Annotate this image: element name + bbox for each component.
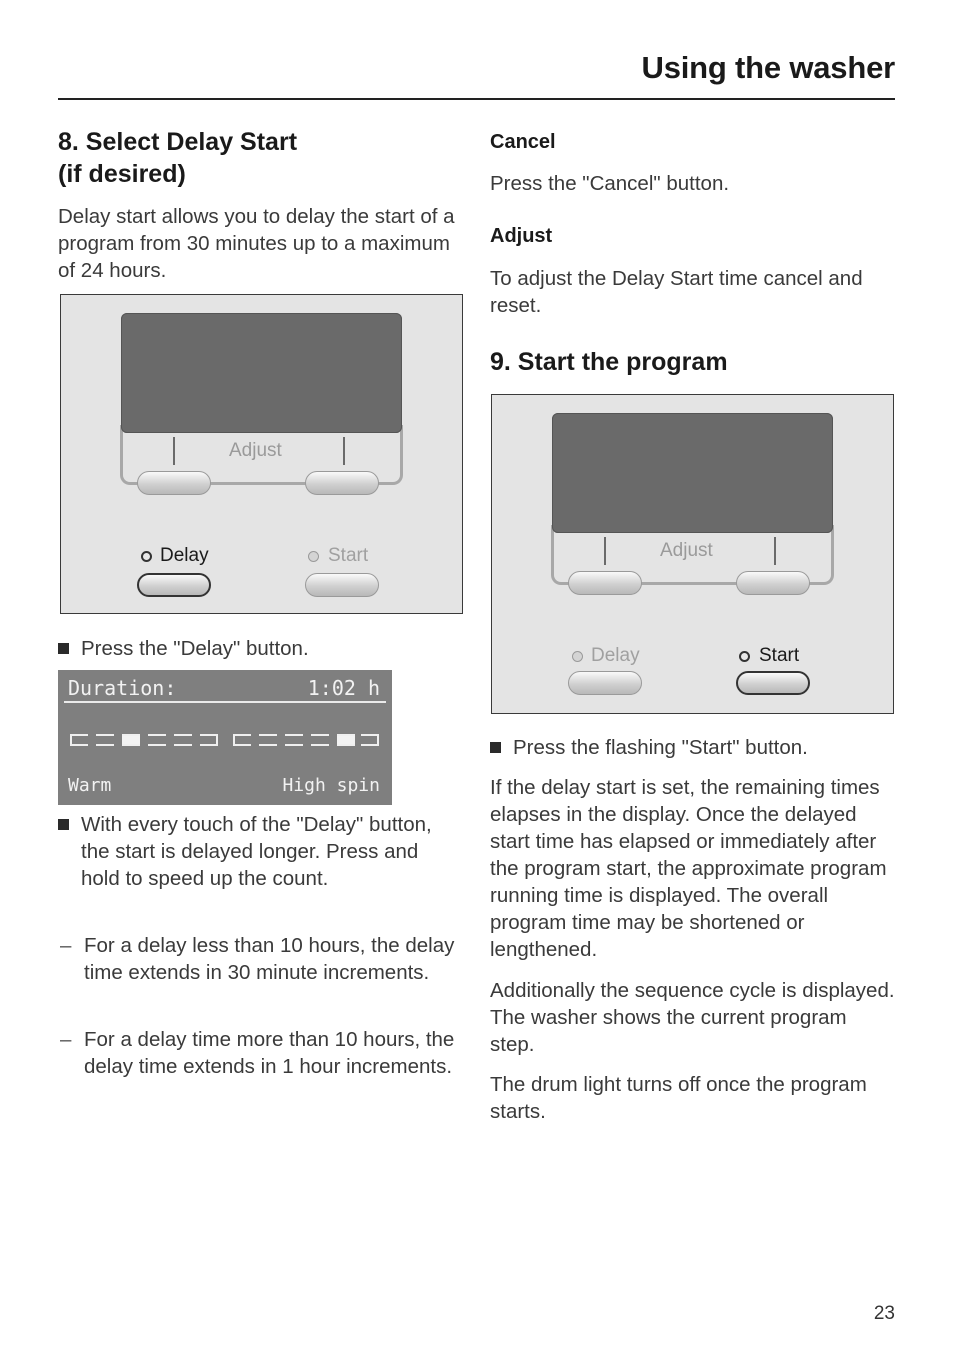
cancel-heading: Cancel xyxy=(490,131,556,153)
adjust-right-button[interactable] xyxy=(736,571,810,595)
page-number: 23 xyxy=(873,1303,895,1324)
lcd-temperature: Warm xyxy=(68,775,112,796)
title-divider xyxy=(58,98,895,100)
bullet-square xyxy=(58,643,69,654)
lcd-segment xyxy=(148,734,166,746)
dash-item-under-10h: – For a delay less than 10 hours, the delay time extends in 30 minute increments. xyxy=(60,934,455,984)
lcd-duration-time: 1:02 h xyxy=(307,676,380,700)
step-press-delay: Press the "Delay" button. xyxy=(58,635,458,662)
delay-label: Delay xyxy=(160,545,209,566)
step-press-start: Press the flashing "Start" button. xyxy=(490,734,895,761)
delay-button[interactable] xyxy=(137,573,211,597)
paragraph-sequence-cycle: Additionally the sequence cycle is displayed. The washer shows the current program step. xyxy=(490,979,895,1056)
heading-line-2: (if desired) xyxy=(58,160,186,188)
section-heading-start-program: 9. Start the program xyxy=(490,348,728,376)
divider-tick xyxy=(173,437,175,465)
lcd-segment xyxy=(233,734,251,746)
start-label: Start xyxy=(328,545,369,566)
lcd-segment xyxy=(285,734,303,746)
adjust-left-button[interactable] xyxy=(568,571,642,595)
section-heading-delay-start xyxy=(58,126,458,190)
page-title: Using the washer xyxy=(641,50,895,85)
delay-indicator-led xyxy=(141,551,152,562)
lcd-display xyxy=(58,670,392,805)
divider-tick xyxy=(774,537,776,565)
delay-indicator-led xyxy=(572,651,583,662)
lcd-segment-active xyxy=(337,734,355,746)
dash-item-over-10h: – For a delay time more than 10 hours, the delay time extends in 1 hour increments. xyxy=(60,1028,455,1078)
delay-label: Delay xyxy=(591,645,640,666)
adjust-left-button[interactable] xyxy=(137,471,211,495)
bullet-square xyxy=(58,819,69,830)
divider-tick xyxy=(343,437,345,465)
start-indicator-led xyxy=(308,551,319,562)
display-screen xyxy=(121,313,402,433)
delay-button[interactable] xyxy=(568,671,642,695)
start-button[interactable] xyxy=(305,573,379,597)
start-button[interactable] xyxy=(736,671,810,695)
adjust-label: Adjust xyxy=(229,440,282,461)
lcd-segment xyxy=(70,734,88,746)
adjust-text: To adjust the Delay Start time cancel and reset. xyxy=(490,267,863,317)
lcd-segment xyxy=(96,734,114,746)
lcd-spin: High spin xyxy=(282,775,380,796)
lcd-segment-active xyxy=(122,734,140,746)
bullet-touch-delay: With every touch of the "Delay" button, the start is delayed longer. Press and hold to speed up the count. xyxy=(58,811,458,892)
lcd-segment xyxy=(200,734,218,746)
lcd-segment xyxy=(361,734,379,746)
paragraph-remaining-time: If the delay start is set, the remaining times elapses in the display. Once the delayed start time has elapsed or immediately after the program start, the approximate program running time is displayed. The overall program time may be shortened or lengthened. xyxy=(490,776,887,961)
intro-paragraph: Delay start allows you to delay the start of a program from 30 minutes up to a maximum of 24 hours. xyxy=(58,205,455,282)
bullet-square xyxy=(490,742,501,753)
adjust-heading: Adjust xyxy=(490,225,553,247)
heading-line-1: 8. Select Delay Start xyxy=(58,128,298,156)
lcd-segment xyxy=(311,734,329,746)
dash-marker: – xyxy=(60,934,72,957)
dash-marker: – xyxy=(60,1028,72,1051)
adjust-label: Adjust xyxy=(660,540,713,561)
lcd-segment xyxy=(259,734,277,746)
display-screen xyxy=(552,413,833,533)
start-indicator-led xyxy=(739,651,750,662)
cancel-text: Press the "Cancel" button. xyxy=(490,172,730,195)
lcd-duration-label: Duration: xyxy=(68,676,177,700)
start-label: Start xyxy=(759,645,800,666)
lcd-underline xyxy=(64,701,386,703)
control-panel-figure-delay xyxy=(60,294,463,614)
lcd-segment xyxy=(174,734,192,746)
divider-tick xyxy=(604,537,606,565)
adjust-right-button[interactable] xyxy=(305,471,379,495)
paragraph-drum-light: The drum light turns off once the program starts. xyxy=(490,1073,867,1123)
control-panel-figure-start xyxy=(491,394,894,714)
